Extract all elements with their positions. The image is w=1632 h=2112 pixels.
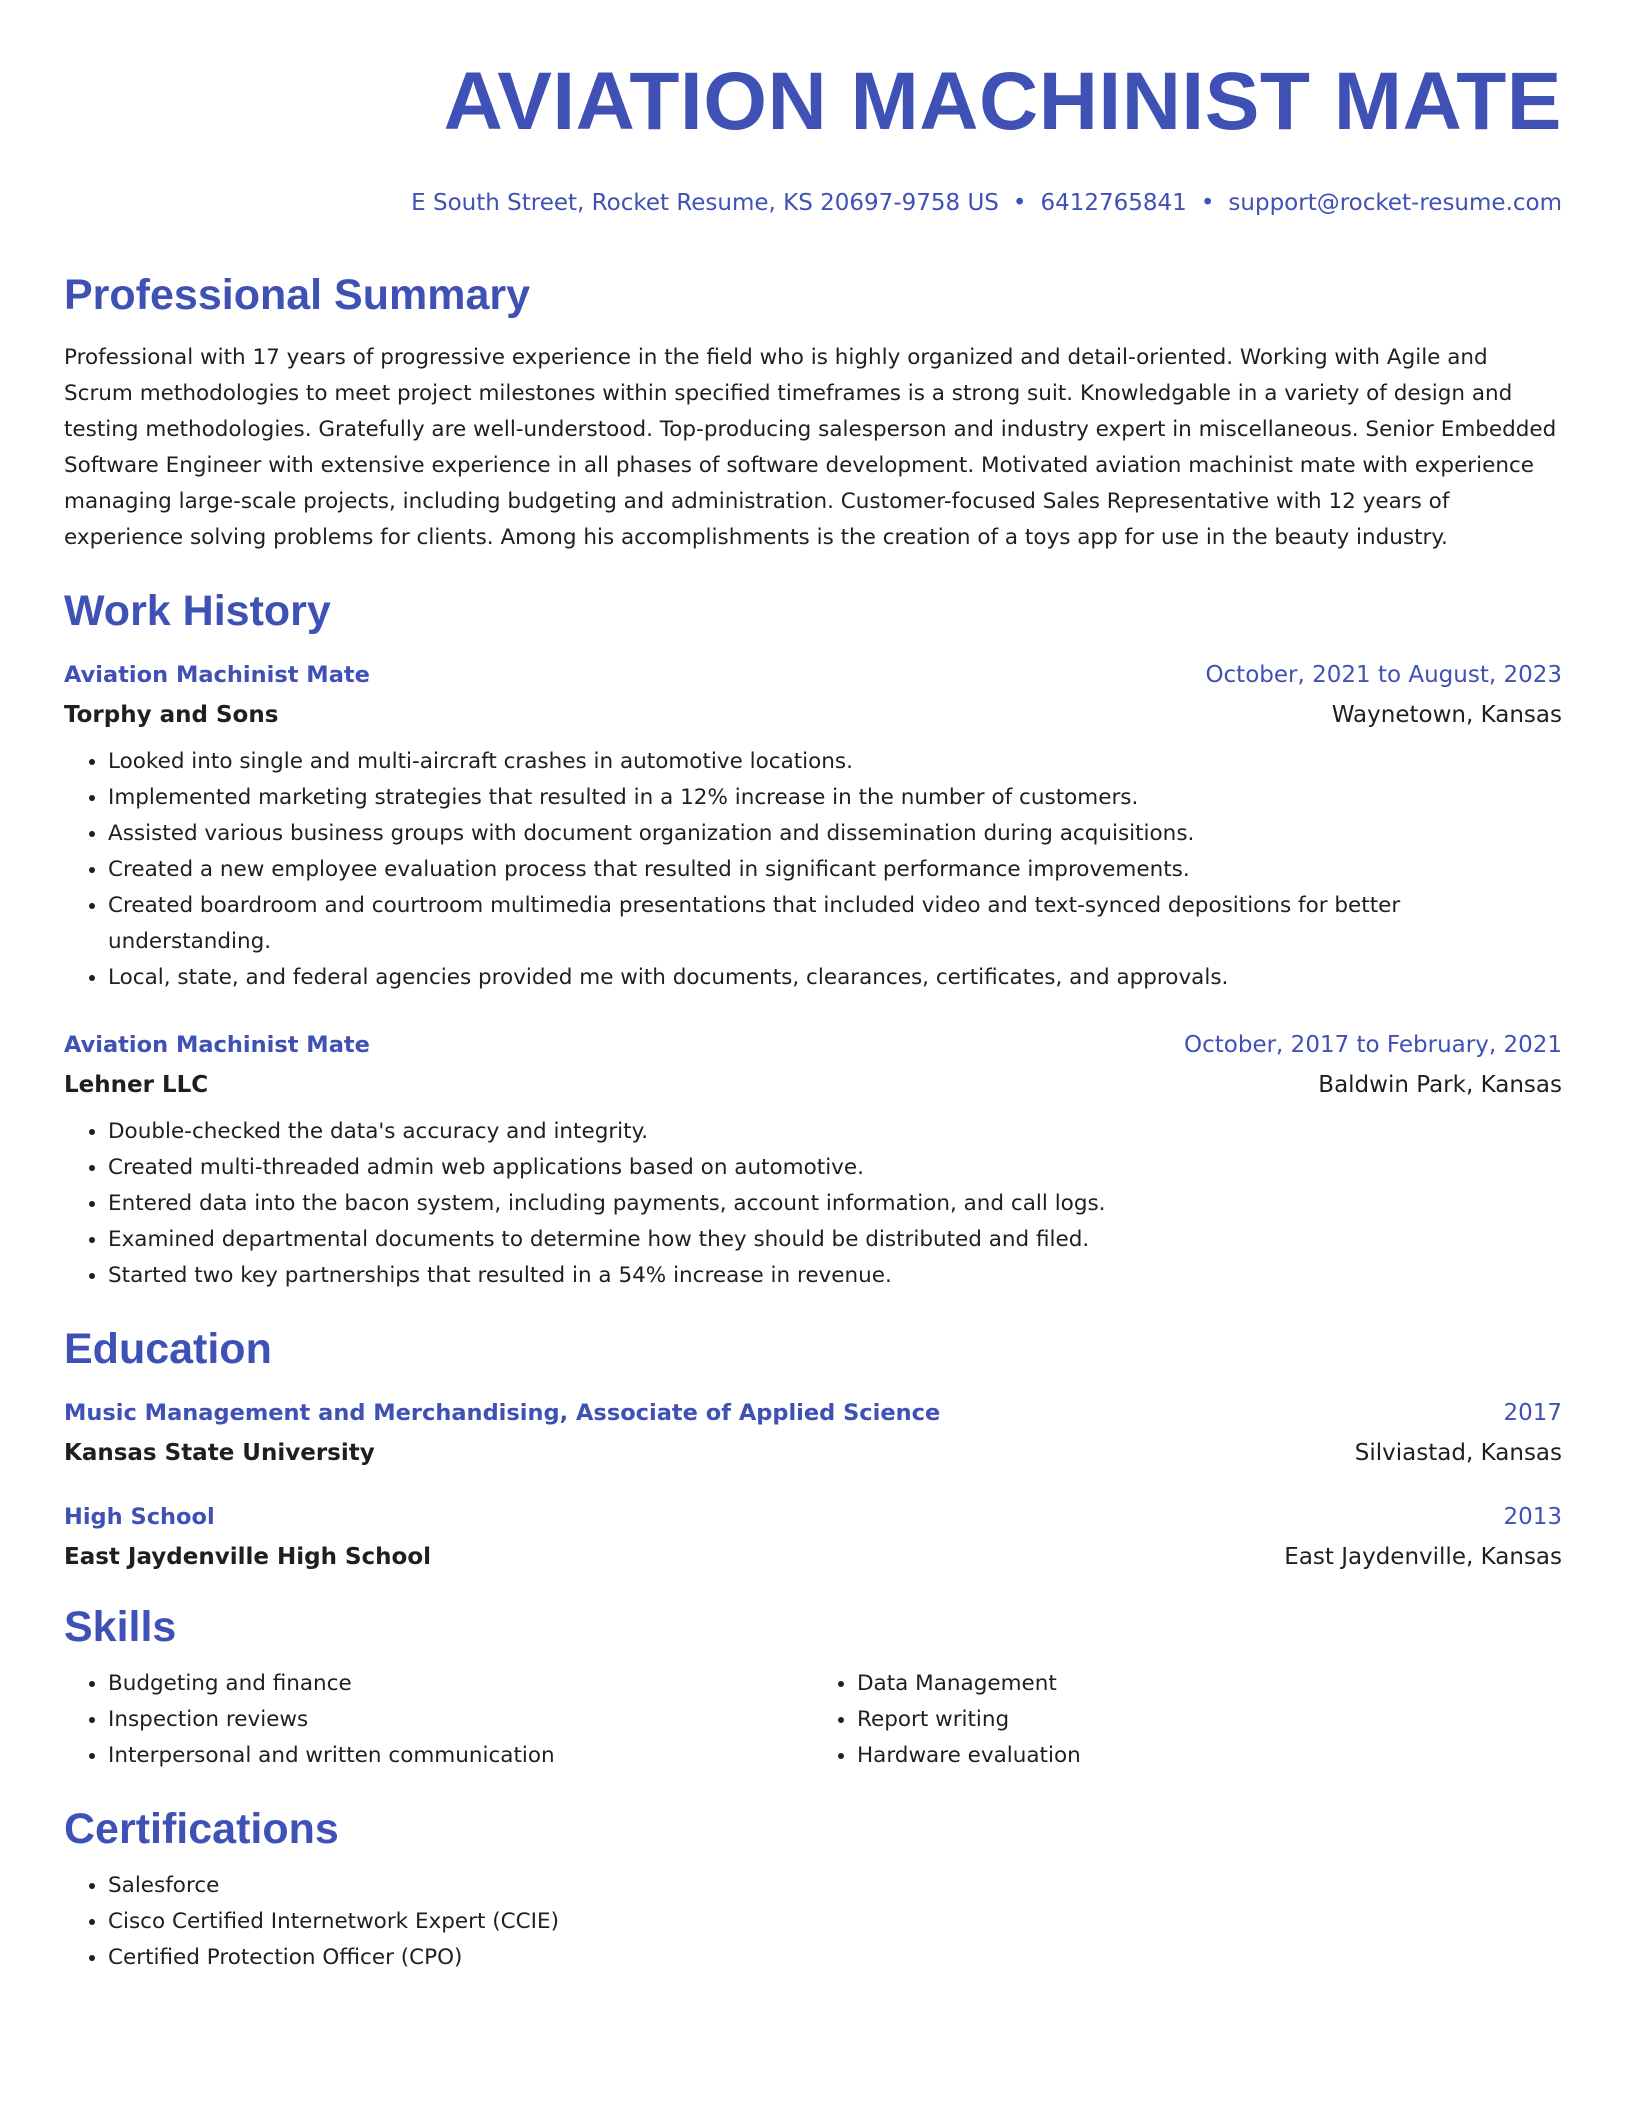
list-item: • Inspection reviews	[108, 1702, 813, 1738]
school-location: East Jaydenville, Kansas	[1284, 1544, 1562, 1570]
degree-name: High School	[64, 1504, 215, 1530]
list-item: • Local, state, and federal agencies provided me with documents, clearances, certificates, and approvals.	[108, 960, 1562, 996]
skills-list-left	[64, 1666, 813, 1774]
list-item: • Salesforce	[108, 1868, 1562, 1904]
certifications-section	[64, 1804, 1562, 1976]
job-bullets	[64, 1114, 1562, 1294]
education-entry	[64, 1502, 1562, 1572]
list-item: • Assisted various business groups with document organization and dissemination during acquisitions.	[108, 816, 1562, 852]
resume-page	[64, 56, 1562, 1976]
list-item: • Cisco Certified Internetwork Expert (CCIE)	[108, 1904, 1562, 1940]
certifications-list	[64, 1868, 1562, 1976]
job-dates: October, 2017 to February, 2021	[1184, 1032, 1562, 1058]
list-item: • Examined departmental documents to determine how they should be distributed and filed.	[108, 1222, 1562, 1258]
skills-grid	[64, 1666, 1562, 1774]
list-item: • Created boardroom and courtroom multimedia presentations that included video and text-synced depositions for better understanding.	[108, 888, 1562, 960]
graduation-year: 2013	[1503, 1504, 1562, 1530]
skills-section	[64, 1602, 1562, 1774]
job-entry	[64, 1030, 1562, 1294]
list-item: • Interpersonal and written communication	[108, 1738, 813, 1774]
list-item: • Double-checked the data's accuracy and integrity.	[108, 1114, 1562, 1150]
list-item: • Entered data into the bacon system, including payments, account information, and call logs.	[108, 1186, 1562, 1222]
education-entry	[64, 1398, 1562, 1468]
school-name: East Jaydenville High School	[64, 1544, 432, 1570]
work-history-heading: Work History	[64, 587, 331, 635]
candidate-name: AVIATION MACHINIST MATE	[443, 56, 1562, 147]
certifications-heading: Certifications	[64, 1805, 339, 1853]
list-item: • Implemented marketing strategies that resulted in a 12% increase in the number of customers.	[108, 780, 1562, 816]
graduation-year: 2017	[1503, 1400, 1562, 1426]
list-item: • Created a new employee evaluation process that resulted in significant performance improvements.	[108, 852, 1562, 888]
job-company: Lehner LLC	[64, 1072, 209, 1098]
contact-email[interactable]: support@rocket-resume.com	[1228, 190, 1562, 216]
summary-heading: Professional Summary	[64, 271, 531, 319]
contact-line	[64, 188, 1562, 218]
list-item: • Started two key partnerships that resulted in a 54% increase in revenue.	[108, 1258, 1562, 1294]
job-location: Baldwin Park, Kansas	[1318, 1072, 1562, 1098]
list-item: • Hardware evaluation	[857, 1738, 1562, 1774]
contact-separator: •	[1200, 190, 1215, 216]
school-location: Silviastad, Kansas	[1354, 1440, 1562, 1466]
summary-text: Professional with 17 years of progressive experience in the field who is highly organized and detail-oriented. Working with Agile and Scrum methodologies to meet project milestones within specified timeframes is a strong suit. Knowledgable in a variety of design and testing methodologies. Gratefully are well-understood. Top-producing salesperson and industry expert in miscellaneous. Senior Embedded Software Engineer with extensive experience in all phases of software development. Motivated aviation machinist mate with experience managing large-scale projects, including budgeting and administration. Customer-focused Sales Representative with 12 years of experience solving problems for clients. Among his accomplishments is the creation of a toys app for use in the beauty industry.	[64, 345, 1557, 550]
job-title: Aviation Machinist Mate	[64, 662, 370, 688]
job-title: Aviation Machinist Mate	[64, 1032, 370, 1058]
school-name: Kansas State University	[64, 1440, 375, 1466]
job-company: Torphy and Sons	[64, 702, 279, 728]
list-item: • Looked into single and multi-aircraft crashes in automotive locations.	[108, 744, 1562, 780]
list-item: • Created multi-threaded admin web applications based on automotive.	[108, 1150, 1562, 1186]
skills-list-right	[813, 1666, 1562, 1774]
education-heading: Education	[64, 1325, 272, 1373]
list-item: • Report writing	[857, 1702, 1562, 1738]
education-section	[64, 1324, 1562, 1572]
contact-address: E South Street, Rocket Resume, KS 20697-9758 US	[411, 190, 999, 216]
list-item: • Certified Protection Officer (CPO)	[108, 1940, 1562, 1976]
job-entry	[64, 660, 1562, 996]
skills-heading: Skills	[64, 1603, 177, 1651]
degree-name: Music Management and Merchandising, Associate of Applied Science	[64, 1400, 941, 1426]
contact-phone[interactable]: 6412765841	[1040, 190, 1187, 216]
contact-separator: •	[1012, 190, 1027, 216]
job-location: Waynetown, Kansas	[1331, 702, 1562, 728]
list-item: • Budgeting and finance	[108, 1666, 813, 1702]
work-history-section	[64, 586, 1562, 1294]
job-dates: October, 2021 to August, 2023	[1205, 662, 1562, 688]
list-item: • Data Management	[857, 1666, 1562, 1702]
job-bullets	[64, 744, 1562, 996]
